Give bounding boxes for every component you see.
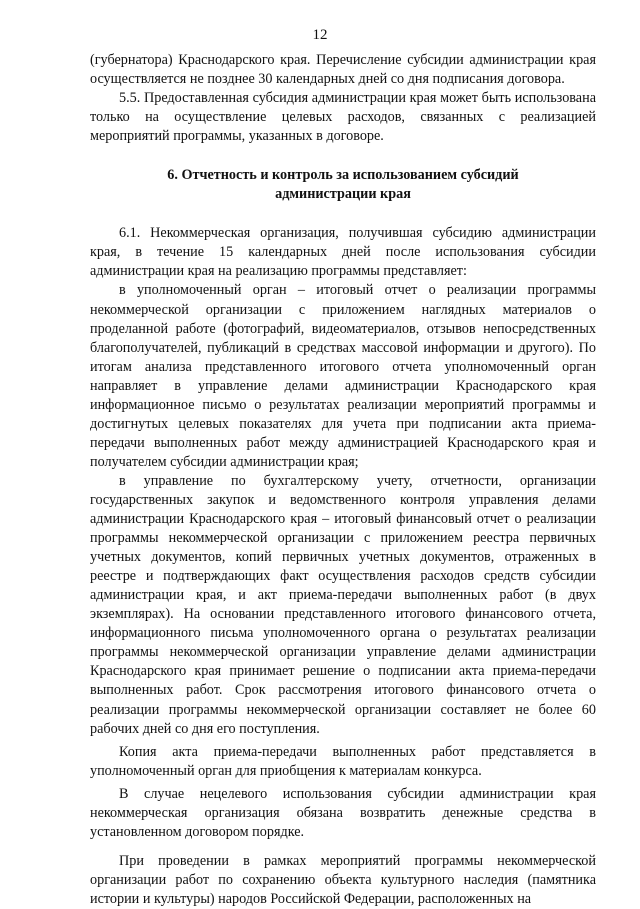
paragraph-report-authorized-body: в уполномоченный орган – итоговый отчет о реализации программы некоммерческой организации с приложением наглядных материалов о проделанной работе (фотографий, видеоматериалов, отзывов непосредственных благополучателей, публикаций в средствах массовой информации и другого). По итогам анализа представленного итогового отчета уполномоченный орган направляет в управление делами администрации Краснодарского края информационное письмо о результатах реализации мероприятий программы и достигнутых целевых показателях для учета при подписании акта приема-передачи выполненных работ между администрацией Краснодарского края и получателем субсидии администрации края; [90,282,596,470]
paragraph-5-5: 5.5. Предоставленная субсидия администрации края может быть использована только на осуществление целевых расходов, связанных с реализацией мероприятий программы, указанных в договоре. [90,90,596,145]
page-number: 12 [312,27,328,43]
paragraph-heritage: При проведении в рамках мероприятий программы некоммерческой организации работ по сохранению объекта культурного наследия (памятника истории и культуры) народов Российской Федерации, расположенных на [90,852,596,907]
paragraph-act-copy: Копия акта приема-передачи выполненных работ представляется в уполномоченный орган для приобщения к материалам конкурса. [90,743,596,779]
paragraph-6-1: 6.1. Некоммерческая организация, получившая субсидию администрации края, в течение 15 календарных дней после использования субсидии администрации края на реализацию программы представляет: [90,225,596,280]
document-body [90,51,596,909]
paragraph-report-accounting: в управление по бухгалтерскому учету, отчетности, организации государственных закупок и ведомственного контроля управления делами администрации Краснодарского края – итоговый финансовый отчет о реализации программы некоммерческой организации с приложением реестра первичных учетных документов, копий первичных учетных документов, отраженных в реестре и подтверждающих факт осуществления расходов средств субсидии администрации края, и акт приема-передачи выполненных работ (в двух экземплярах). На основании представленного итогового финансового отчета, информационного письма уполномоченного органа о результатах реализации программы некоммерческой организации управление делами администрации Краснодарского края принимает решение о подписании акта приема-передачи выполненных работ. Срок рассмотрения итогового финансового отчета о реализации программы некоммерческой организации составляет не более 60 рабочих дней со дня его поступления. [90,472,596,737]
paragraph-misuse: В случае нецелевого использования субсидии администрации края некоммерческая организация обязана возвратить денежные средства в установленном договором порядке. [90,785,596,840]
section-heading: 6. Отчетность и контроль за использованием субсидий администрации края [167,167,519,203]
paragraph-continuation: (губернатора) Краснодарского края. Перечисление субсидии администрации края осуществляется не позднее 30 календарных дней со дня подписания договора. [90,52,596,88]
